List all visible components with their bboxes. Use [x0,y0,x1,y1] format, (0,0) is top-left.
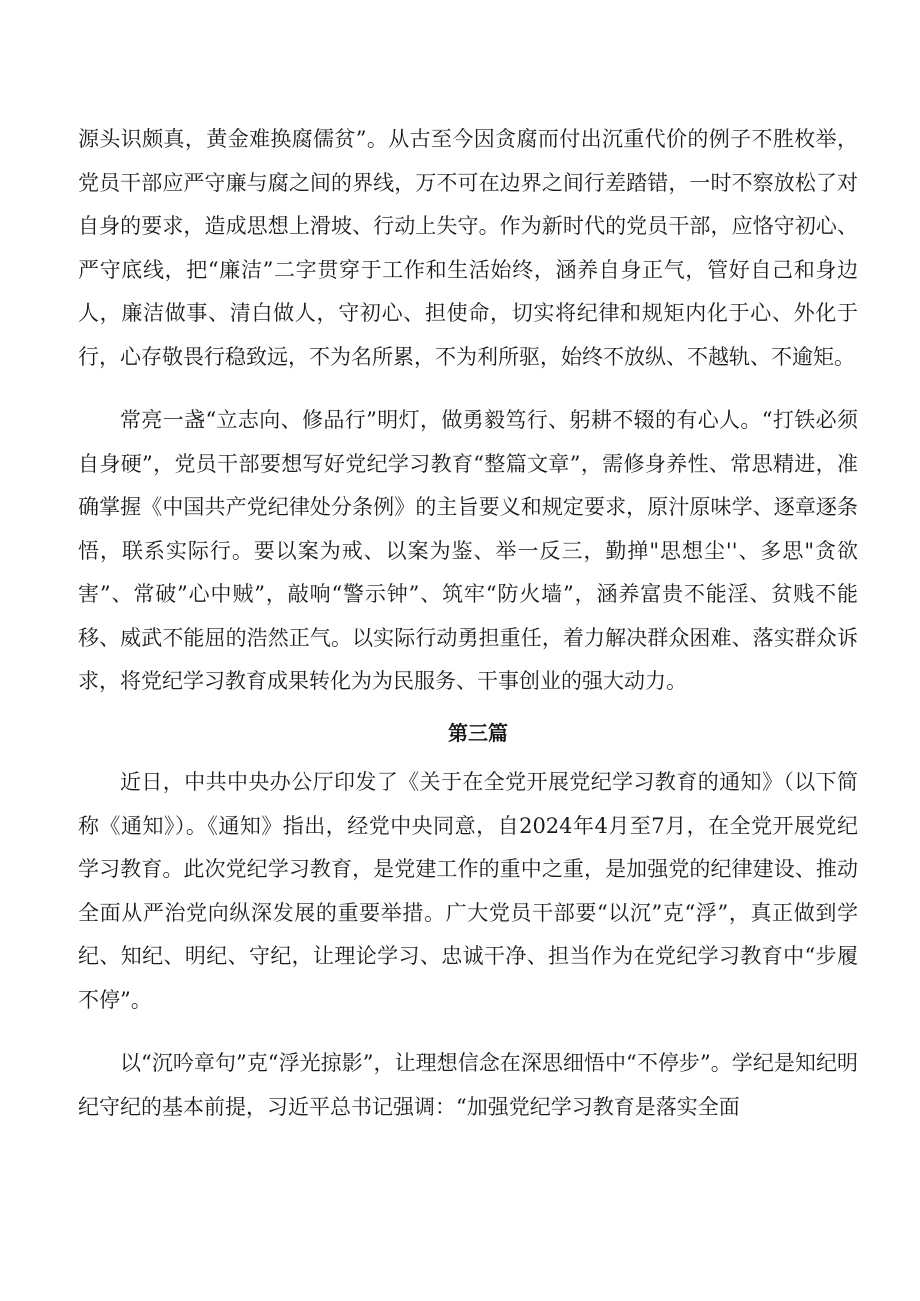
paragraph-1: 源头识颇真，黄金难换腐儒贫”。从古至今因贪腐而付出沉重代价的例子不胜枚举，党员干部应严守廉与腐之间的界线，万不可在边界之间行差踏错，一时不察放松了对自身的要求，造成思想上滑坡、行动上失守。作为新时代的党员干部，应恪守初心、严守底线，把“廉洁”二字贯穿于工作和生活始终，涵养自身正气，管好自己和身边人，廉洁做事、清白做人，守初心、担使命，切实将纪律和规矩内化于心、外化于行，心存敬畏行稳致远，不为名所累，不为利所驱，始终不放纵、不越轨、不逾矩。 [78,127,858,369]
paragraph-4: 以“沉吟章句”克“浮光掠影”，让理想信念在深思细悟中“不停步”。学纪是知纪明纪守纪的基本前提，习近平总书记强调：“加强党纪学习教育是落实全面 [78,1051,858,1119]
section-title: 第三篇 [448,720,508,745]
paragraph-gap [78,704,858,712]
paragraph-3: 近日，中共中央办公厅印发了《关于在全党开展党纪学习教育的通知》（以下简称《通知》）。《通知》指出，经党中央同意，自2024年4月至7月，在全党开展党纪学习教育。此次党纪学习教育，是党建工作的重中之重，是加强党的纪律建设、推动全面从严治党向纵深发展的重要举措。广大党员干部要“以沉”克“浮”，真正做到学纪、知纪、明纪、守纪，让理论学习、忠诚干净、担当作为在党纪学习教育中“步履不停”。 [78,770,858,1012]
paragraph-2: 常亮一盏“立志向、修品行”明灯，做勇毅笃行、躬耕不辍的有心人。“打铁必须自身硬”，党员干部要想写好党纪学习教育“整篇文章”，需修身养性、常思精进，准确掌握《中国共产党纪律处分条例》的主旨要义和规定要求，原汁原味学、逐章逐条悟，联系实际行。要以案为戒、以案为鉴、举一反三，勤掸"思想尘''、多思"贪欲害”、常破”心中贼”，敲响“警示钟”、筑牢“防火墙”，涵养富贵不能淫、贫贱不能移、威武不能屈的浩然正气。以实际行动勇担重任，着力解决群众困难、落实群众诉求，将党纪学习教育成果转化为为民服务、干事创业的强大动力。 [78,408,858,693]
paragraph-gap [78,379,858,399]
paragraph-gap [78,1022,858,1042]
